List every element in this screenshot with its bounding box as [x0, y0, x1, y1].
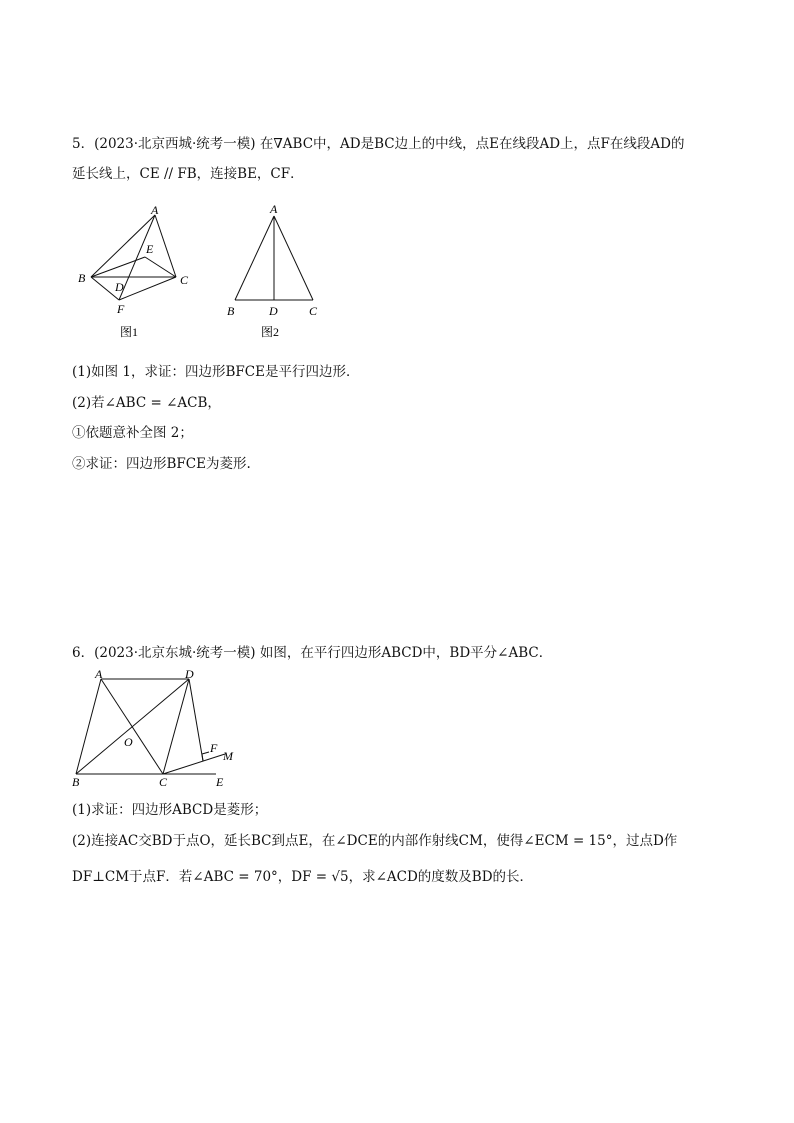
q5-fig1-label-d: D [115, 280, 124, 294]
q5-fig2-label-c: C [309, 304, 318, 318]
q6-label-a: A [95, 667, 103, 681]
q5-stem-line1: 5．(2023·北京西城·统考一模) 在∇ABC中，AD是BC边上的中线，点E在线段AD上，点F在线段AD的 [72, 136, 685, 152]
q6-label-c: C [159, 775, 168, 789]
q5-part2-sub1: ①依题意补全图 2； [72, 425, 193, 441]
q5-part1: (1)如图 1，求证：四边形BFCE是平行四边形． [72, 364, 360, 380]
q6-label-b: B [72, 775, 80, 789]
q5-figure-2 [220, 200, 330, 345]
q6-label-d: D [185, 667, 194, 681]
q5-part2: (2)若∠ABC = ∠ACB， [72, 395, 221, 411]
q6-stem-line1: 6．(2023·北京东城·统考一模) 如图，在平行四边形ABCD中，BD平分∠ABC． [72, 645, 553, 661]
q6-label-f: F [210, 741, 218, 755]
q5-fig2-label-d: D [269, 304, 278, 318]
q6-part1: (1)求证：四边形ABCD是菱形； [72, 802, 268, 818]
q5-figure-1 [72, 200, 202, 345]
q6-figure [68, 666, 238, 790]
q6-label-e: E [216, 775, 224, 789]
q5-part2-sub2: ②求证：四边形BFCE为菱形. [72, 456, 251, 472]
q6-part2-line1: (2)连接AC交BD于点O，延长BC到点E，在∠DCE的内部作射线CM，使得∠ECM = 15°，过点D作 [72, 833, 678, 849]
q6-label-m: M [223, 749, 233, 763]
q5-fig1-label-c: C [180, 273, 189, 287]
q5-fig2-label-a: A [270, 202, 278, 216]
q5-fig2-caption: 图2 [261, 325, 280, 339]
q6-part2-line2: DF⊥CM于点F．若∠ABC = 70°，DF = √5，求∠ACD的度数及BD的长． [72, 869, 534, 885]
q5-fig2-label-b: B [227, 304, 235, 318]
q5-fig1-label-a: A [151, 203, 159, 217]
q5-fig1-label-e: E [146, 242, 154, 256]
q6-label-o: O [124, 735, 133, 749]
q5-fig1-label-b: B [78, 271, 86, 285]
q5-fig1-label-f: F [117, 302, 125, 316]
q5-fig1-caption: 图1 [120, 325, 139, 339]
q5-stem-line2: 延长线上，CE // FB，连接BE，CF． [72, 166, 304, 182]
